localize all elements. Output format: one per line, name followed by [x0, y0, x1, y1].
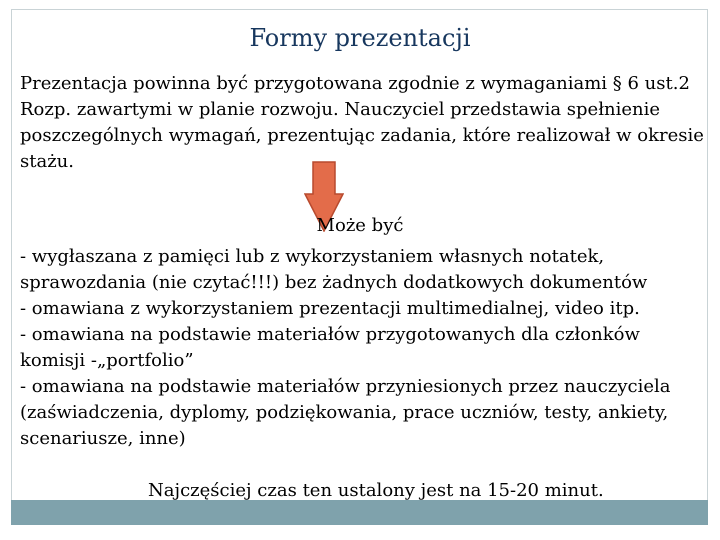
forms-list	[20, 244, 705, 452]
intro-paragraph: Prezentacja powinna być przygotowana zgodnie z wymaganiami § 6 ust.2 Rozp. zawartymi w planie rozwoju. Nauczyciel przedstawia spełnienie poszczególnych wymagań, prezentując zadania, które realizował w okresie stażu.	[20, 73, 704, 172]
slide-title: Formy prezentacji	[249, 24, 471, 52]
list-item: - omawiana z wykorzystaniem prezentacji multimedialnej, video itp.	[20, 298, 640, 319]
duration-note: Najczęściej czas ten ustalony jest na 15-20 minut.	[148, 480, 604, 501]
list-item: - omawiana na podstawie materiałów przygotowanych dla członków komisji -„portfolio”	[20, 324, 640, 371]
list-item: - omawiana na podstawie materiałów przyniesionych przez nauczyciela (zaświadczenia, dyplomy, podziękowania, prace uczniów, testy, ankiety, scenariusze, inne)	[20, 376, 671, 449]
maybe-label: Może być	[316, 215, 404, 236]
list-item: - wygłaszana z pamięci lub z wykorzystaniem własnych notatek, sprawozdania (nie czytać!!!) bez żadnych dodatkowych dokumentów	[20, 246, 648, 293]
